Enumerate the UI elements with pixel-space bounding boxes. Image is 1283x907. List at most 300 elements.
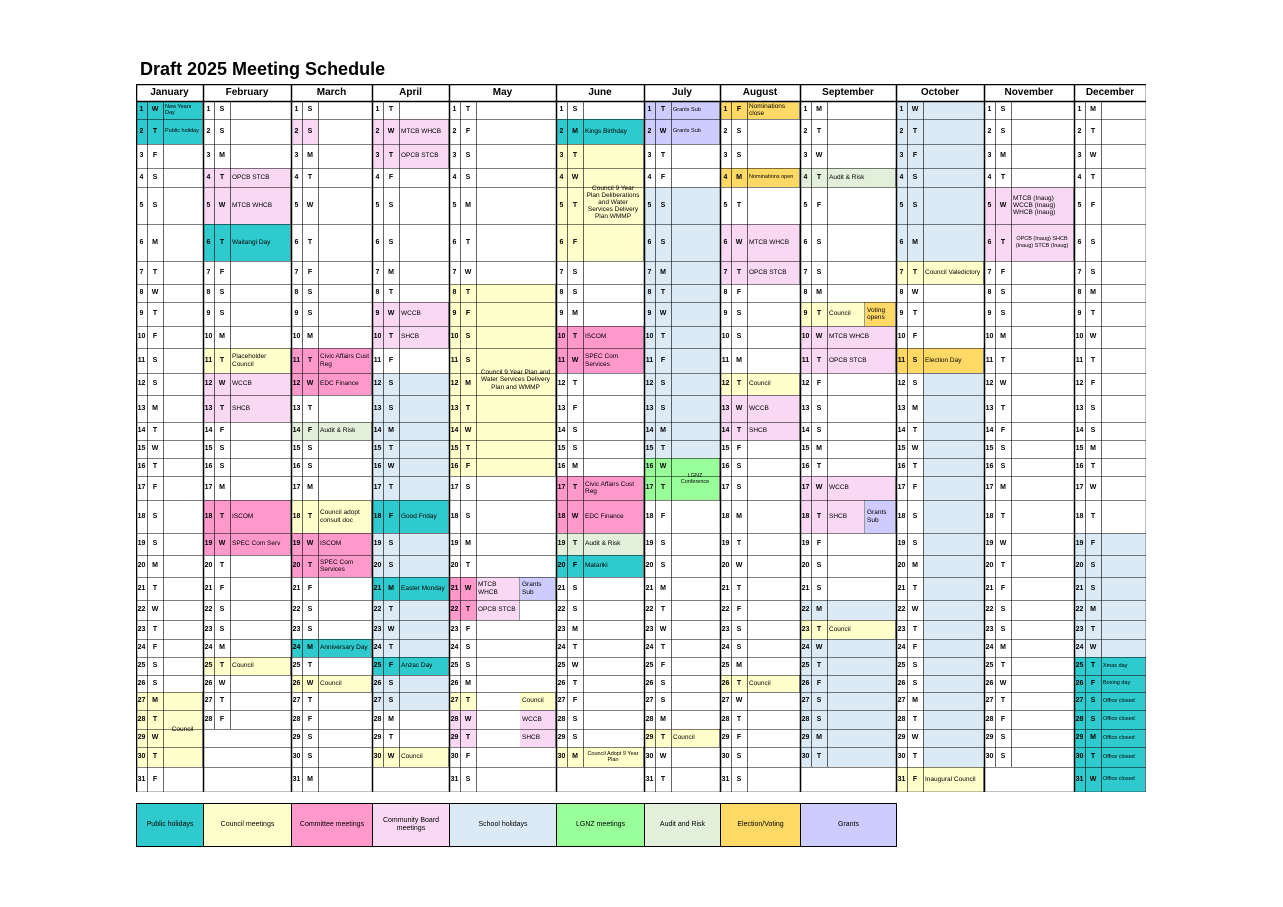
day-number: 1 [723, 106, 728, 114]
month-header-june: June [588, 87, 612, 98]
event-note: Nominations close [747, 101, 800, 119]
day-letter: T [736, 715, 742, 723]
day-letter: W [387, 310, 395, 318]
day-letter: W [306, 201, 314, 209]
event-note: WCCB [230, 373, 291, 395]
day-number: 23 [721, 625, 730, 633]
day-number: 27 [1075, 697, 1084, 705]
day-number: 1 [987, 106, 992, 114]
day-number: 18 [204, 512, 213, 520]
range-tint [399, 675, 449, 710]
day-number: 9 [723, 310, 728, 318]
day-number: 22 [292, 606, 301, 614]
day-letter: S [572, 584, 578, 592]
day-letter: W [659, 310, 667, 318]
day-number: 16 [721, 463, 730, 471]
day-number: 27 [721, 697, 730, 705]
day-letter: S [465, 356, 471, 364]
day-letter: F [219, 268, 225, 276]
event-note: WCCB [827, 476, 896, 500]
day-letter: W [659, 625, 667, 633]
day-number: 29 [450, 734, 459, 742]
day-number: 11 [373, 356, 382, 364]
day-letter: F [912, 152, 918, 160]
day-letter: T [736, 540, 742, 548]
day-number: 23 [645, 625, 654, 633]
day-letter: F [572, 238, 578, 246]
day-letter: M [1090, 606, 1096, 614]
day-letter: F [388, 356, 394, 364]
day-number: 10 [1075, 333, 1084, 341]
day-number: 18 [373, 512, 382, 520]
day-letter: F [1000, 268, 1006, 276]
day-letter: T [465, 562, 471, 570]
event-note: ISCOM [230, 500, 291, 533]
day-letter: T [152, 427, 158, 435]
day-number: 3 [139, 152, 144, 160]
event-note: EDC Finance [583, 500, 644, 533]
day-number: 3 [647, 152, 652, 160]
event-note: Waitangi Day [230, 224, 291, 261]
day-letter: W [218, 679, 226, 687]
day-number: 23 [450, 625, 459, 633]
day-number: 23 [292, 625, 301, 633]
day-letter: S [1000, 445, 1006, 453]
day-number: 29 [557, 734, 566, 742]
day-letter: M [219, 333, 225, 341]
day-number: 13 [373, 404, 382, 412]
day-letter: W [571, 662, 579, 670]
day-letter: W [999, 679, 1007, 687]
day-letter: F [736, 289, 742, 297]
day-number: 18 [292, 512, 301, 520]
legend-item-election: Election/Voting [721, 804, 801, 846]
day-letter: M [660, 268, 666, 276]
day-letter: W [999, 201, 1007, 209]
day-number: 3 [375, 152, 380, 160]
day-number: 24 [985, 644, 994, 652]
day-number: 12 [721, 380, 730, 388]
event-note: Election Day [923, 348, 984, 373]
day-number: 22 [897, 606, 906, 614]
day-letter: T [152, 753, 158, 761]
day-letter: T [219, 173, 225, 181]
day-letter: T [1090, 512, 1096, 520]
day-letter: M [388, 584, 394, 592]
day-number: 28 [985, 715, 994, 723]
day-number: 25 [204, 662, 213, 670]
day-letter: S [1090, 268, 1096, 276]
day-letter: W [306, 540, 314, 548]
day-letter: S [660, 697, 666, 705]
day-number: 20 [721, 562, 730, 570]
day-number: 4 [375, 173, 380, 181]
day-letter: S [152, 662, 158, 670]
day-letter: M [465, 201, 471, 209]
day-letter: W [815, 644, 823, 652]
day-number: 27 [204, 697, 213, 705]
day-letter: T [465, 404, 471, 412]
event-note: WCCB [399, 302, 449, 326]
day-number: 26 [801, 679, 810, 687]
day-letter: T [572, 152, 578, 160]
day-number: 14 [204, 427, 213, 435]
day-letter: M [152, 238, 158, 246]
day-number: 8 [206, 289, 211, 297]
day-letter: T [816, 662, 822, 670]
day-number: 5 [647, 201, 652, 209]
day-letter: M [219, 644, 225, 652]
day-number: 28 [721, 715, 730, 723]
day-number: 10 [557, 333, 566, 341]
day-letter: S [572, 427, 578, 435]
day-letter: F [1090, 679, 1096, 687]
day-letter: T [1090, 356, 1096, 364]
day-number: 6 [647, 238, 652, 246]
day-letter: W [464, 268, 472, 276]
day-letter: T [219, 356, 225, 364]
day-letter: T [736, 201, 742, 209]
day-number: 6 [139, 238, 144, 246]
day-number: 19 [557, 540, 566, 548]
day-number: 4 [206, 173, 211, 181]
day-letter: F [1090, 201, 1096, 209]
day-number: 7 [803, 268, 808, 276]
day-number: 7 [206, 268, 211, 276]
day-number: 18 [801, 512, 810, 520]
day-letter: W [911, 106, 919, 114]
range-tint [399, 600, 449, 657]
event-note: MTCB WHCB [827, 326, 896, 348]
legend-item-public-holiday: Public holidays [137, 804, 204, 846]
day-letter: F [736, 106, 742, 114]
day-number: 21 [985, 584, 994, 592]
day-number: 15 [801, 445, 810, 453]
day-letter: W [387, 127, 395, 135]
event-note: Grants Sub [865, 500, 896, 533]
event-note: SHCB [520, 729, 556, 747]
day-letter: T [219, 404, 225, 412]
day-letter: T [816, 463, 822, 471]
day-number: 2 [647, 127, 652, 135]
day-number: 5 [294, 201, 299, 209]
day-number: 12 [645, 380, 654, 388]
day-letter: S [912, 201, 918, 209]
day-number: 24 [1075, 644, 1084, 652]
day-number: 10 [985, 333, 994, 341]
day-number: 12 [557, 380, 566, 388]
day-letter: T [912, 127, 918, 135]
day-letter: T [572, 540, 578, 548]
day-number: 29 [645, 734, 654, 742]
day-letter: T [1090, 463, 1096, 471]
day-letter: M [1000, 152, 1006, 160]
day-letter: F [465, 463, 471, 471]
day-letter: W [571, 512, 579, 520]
day-number: 12 [985, 380, 994, 388]
day-number: 10 [292, 333, 301, 341]
day-letter: T [388, 484, 394, 492]
day-letter: M [572, 625, 578, 633]
day-number: 29 [373, 734, 382, 742]
legend-item-audit: Audit and Risk [645, 804, 721, 846]
event-note: SPEC Com Serv [230, 533, 291, 555]
day-letter: F [465, 310, 471, 318]
day-number: 21 [897, 584, 906, 592]
day-number: 7 [647, 268, 652, 276]
day-letter: T [388, 152, 394, 160]
day-letter: T [307, 512, 313, 520]
day-letter: M [816, 606, 822, 614]
day-letter: M [219, 152, 225, 160]
day-number: 23 [373, 625, 382, 633]
day-number: 8 [1077, 289, 1082, 297]
day-letter: F [736, 445, 742, 453]
event-note: OPCB STCB [399, 144, 449, 168]
day-letter: W [151, 734, 159, 742]
event-note: Office closed [1101, 692, 1146, 710]
day-number: 26 [645, 679, 654, 687]
day-number: 17 [292, 484, 301, 492]
range-tint [923, 373, 984, 767]
day-letter: S [388, 540, 394, 548]
day-number: 17 [450, 484, 459, 492]
day-letter: M [736, 173, 742, 181]
day-number: 3 [987, 152, 992, 160]
day-number: 4 [899, 173, 904, 181]
day-letter: T [388, 445, 394, 453]
day-letter: M [736, 356, 742, 364]
day-number: 15 [450, 445, 459, 453]
event-note: SHCB [747, 422, 800, 440]
event-note: Grants Sub [671, 101, 720, 119]
day-letter: M [152, 562, 158, 570]
day-letter: S [1000, 734, 1006, 742]
day-letter: W [387, 753, 395, 761]
month-header-february: February [225, 87, 269, 98]
day-number: 22 [450, 606, 459, 614]
day-letter: S [152, 380, 158, 388]
day-number: 13 [137, 404, 146, 412]
day-number: 17 [897, 484, 906, 492]
day-number: 13 [897, 404, 906, 412]
day-number: 2 [723, 127, 728, 135]
day-number: 26 [137, 679, 146, 687]
day-letter: T [660, 333, 666, 341]
day-number: 11 [204, 356, 213, 364]
day-number: 31 [897, 775, 906, 783]
day-number: 1 [1077, 106, 1082, 114]
event-note: MTCB (Inaug) WCCB (Inaug) WHCB (Inaug) [1011, 187, 1074, 224]
day-number: 13 [204, 404, 213, 412]
range-tint [827, 639, 896, 767]
day-letter: T [388, 734, 394, 742]
day-number: 26 [204, 679, 213, 687]
day-letter: T [572, 380, 578, 388]
event-note: OPCB STCB [827, 348, 896, 373]
day-number: 6 [375, 238, 380, 246]
day-letter: M [816, 734, 822, 742]
day-number: 18 [1075, 512, 1084, 520]
day-letter: M [572, 127, 578, 135]
day-letter: W [815, 333, 823, 341]
day-number: 31 [1075, 775, 1084, 783]
day-number: 14 [373, 427, 382, 435]
legend-item-grants: Grants [801, 804, 896, 846]
day-number: 28 [897, 715, 906, 723]
day-number: 11 [897, 356, 906, 364]
day-number: 3 [559, 152, 564, 160]
day-letter: M [912, 238, 918, 246]
event-note: EDC Finance [318, 373, 372, 395]
day-letter: S [388, 404, 394, 412]
day-letter: T [816, 753, 822, 761]
day-letter: T [465, 289, 471, 297]
day-number: 9 [139, 310, 144, 318]
day-number: 28 [557, 715, 566, 723]
day-number: 9 [375, 310, 380, 318]
day-letter: F [736, 734, 742, 742]
day-letter: S [307, 753, 313, 761]
day-letter: S [307, 625, 313, 633]
day-letter: S [388, 380, 394, 388]
day-number: 29 [1075, 734, 1084, 742]
day-letter: S [660, 201, 666, 209]
day-letter: S [1000, 106, 1006, 114]
day-number: 20 [557, 562, 566, 570]
day-letter: F [388, 662, 394, 670]
day-number: 28 [801, 715, 810, 723]
event-note: Inaugural Council [923, 767, 984, 792]
day-letter: F [152, 644, 158, 652]
event-note: Nominations open [747, 168, 800, 187]
day-letter: S [572, 268, 578, 276]
day-letter: T [219, 562, 225, 570]
day-letter: T [1000, 697, 1006, 705]
day-letter: M [572, 753, 578, 761]
day-number: 7 [899, 268, 904, 276]
day-letter: F [660, 512, 666, 520]
event-note: OPCB STCB [476, 600, 520, 620]
day-letter: T [388, 289, 394, 297]
day-letter: F [816, 380, 822, 388]
day-letter: F [307, 268, 313, 276]
day-number: 16 [373, 463, 382, 471]
day-number: 8 [294, 289, 299, 297]
day-letter: M [660, 427, 666, 435]
day-number: 9 [559, 310, 564, 318]
day-number: 25 [1075, 662, 1084, 670]
day-letter: T [1000, 662, 1006, 670]
day-number: 15 [204, 445, 213, 453]
day-letter: T [572, 484, 578, 492]
day-number: 20 [292, 562, 301, 570]
day-number: 10 [373, 333, 382, 341]
day-letter: S [736, 463, 742, 471]
day-letter: F [660, 356, 666, 364]
day-letter: F [572, 404, 578, 412]
day-letter: M [307, 333, 313, 341]
day-letter: S [816, 427, 822, 435]
event-note: Council Valedictory [923, 261, 984, 284]
day-number: 25 [557, 662, 566, 670]
day-letter: W [306, 380, 314, 388]
day-number: 18 [450, 512, 459, 520]
day-letter: T [660, 644, 666, 652]
day-letter: W [1089, 152, 1097, 160]
day-number: 14 [897, 427, 906, 435]
day-number: 15 [292, 445, 301, 453]
day-letter: M [465, 540, 471, 548]
day-letter: F [1000, 584, 1006, 592]
day-number: 21 [721, 584, 730, 592]
day-letter: S [572, 289, 578, 297]
day-number: 21 [450, 584, 459, 592]
day-letter: S [660, 679, 666, 687]
day-letter: T [388, 106, 394, 114]
day-number: 17 [645, 484, 654, 492]
day-letter: S [1090, 238, 1096, 246]
day-letter: S [736, 484, 742, 492]
day-letter: M [388, 268, 394, 276]
day-letter: M [219, 484, 225, 492]
day-letter: T [219, 512, 225, 520]
day-letter: S [660, 380, 666, 388]
day-number: 24 [204, 644, 213, 652]
day-letter: S [465, 644, 471, 652]
day-number: 8 [987, 289, 992, 297]
event-note: LGNZ Conference [671, 458, 720, 500]
day-number: 3 [899, 152, 904, 160]
day-number: 2 [559, 127, 564, 135]
day-letter: S [572, 106, 578, 114]
month-header-january: January [150, 87, 189, 98]
day-letter: S [307, 127, 313, 135]
day-number: 5 [452, 201, 457, 209]
legend-item-lgnz: LGNZ meetings [557, 804, 645, 846]
event-note: SHCB [399, 326, 449, 348]
day-number: 4 [647, 173, 652, 181]
event-note: Civic Affairs Cust Reg [318, 348, 372, 373]
day-letter: M [912, 562, 918, 570]
day-number: 14 [985, 427, 994, 435]
day-letter: S [219, 463, 225, 471]
day-letter: W [1089, 644, 1097, 652]
day-letter: W [659, 127, 667, 135]
day-letter: T [736, 584, 742, 592]
day-letter: F [465, 753, 471, 761]
day-letter: F [660, 662, 666, 670]
day-number: 16 [292, 463, 301, 471]
day-letter: T [660, 152, 666, 160]
day-number: 31 [721, 775, 730, 783]
day-letter: T [152, 310, 158, 318]
day-number: 15 [897, 445, 906, 453]
day-number: 5 [1077, 201, 1082, 209]
day-number: 26 [1075, 679, 1084, 687]
day-letter: T [1090, 625, 1096, 633]
day-letter: S [1000, 625, 1006, 633]
day-number: 14 [137, 427, 146, 435]
day-number: 15 [645, 445, 654, 453]
day-number: 9 [647, 310, 652, 318]
day-number: 3 [294, 152, 299, 160]
day-letter: W [735, 238, 743, 246]
day-letter: S [816, 268, 822, 276]
day-letter: F [152, 775, 158, 783]
day-number: 17 [985, 484, 994, 492]
day-letter: T [912, 753, 918, 761]
